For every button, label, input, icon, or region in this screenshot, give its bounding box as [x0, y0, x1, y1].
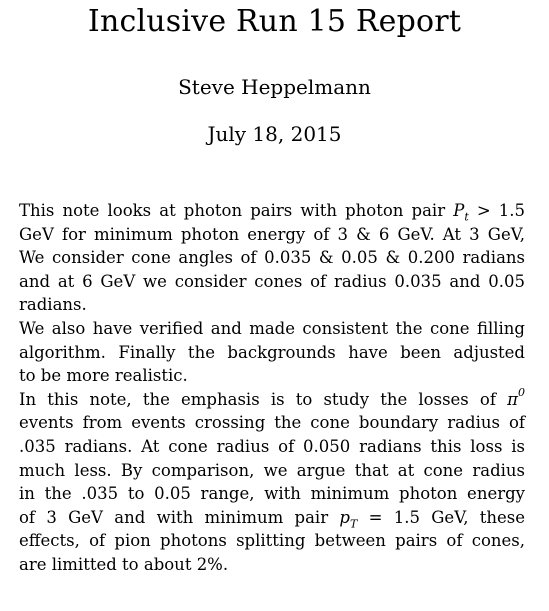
text-line: .035 radians. At cone radius of 0.050 radians this loss is — [19, 436, 525, 456]
text-line: We also have verified and made consistent the cone filling — [19, 318, 525, 338]
document-author: Steve Heppelmann — [178, 75, 371, 99]
paragraph-1 — [19, 199, 525, 317]
text-line: algorithm. Finally the backgrounds have been adjusted — [19, 342, 525, 362]
document-title: Inclusive Run 15 Report — [87, 4, 462, 39]
document-body — [19, 199, 525, 577]
text-line: in the .035 to 0.05 range, with minimum photon energy — [19, 484, 525, 504]
text-line: effects, of pion photons splitting between pairs of cones, — [19, 531, 525, 551]
text-line: and at 6 GeV we consider cones of radius 0.035 and 0.05 — [19, 271, 525, 291]
paragraph-3 — [19, 388, 525, 577]
text-line: are limitted to about 2%. — [19, 554, 229, 574]
document-date: July 18, 2015 — [207, 122, 342, 146]
text-line: to be more realistic. — [19, 366, 188, 386]
math-symbol: $\pi^0$ — [507, 386, 526, 409]
text-line: This note looks at photon pairs with photon pair $P_t > 1.5$ — [19, 201, 526, 224]
text-line: GeV for minimum photon energy of 3 & 6 GeV. At 3 GeV, — [19, 224, 525, 244]
math-symbol: $P_t$ — [453, 201, 469, 224]
text-line: We consider cone angles of 0.035 & 0.05 & 0.200 radians — [19, 248, 525, 268]
text-line: of 3 GeV and with minimum pair $p_T = 1.5$ GeV, these — [19, 507, 526, 531]
math-symbol: $p_T$ — [339, 507, 358, 531]
paragraph-2 — [19, 317, 525, 388]
text-line: In this note, the emphasis is to study the losses of $\pi^0$ — [19, 386, 526, 409]
text-line: much less. By comparison, we argue that at cone radius — [19, 460, 525, 480]
text-line: events from events crossing the cone boundary radius of — [19, 413, 525, 433]
text-line: radians. — [19, 295, 87, 315]
